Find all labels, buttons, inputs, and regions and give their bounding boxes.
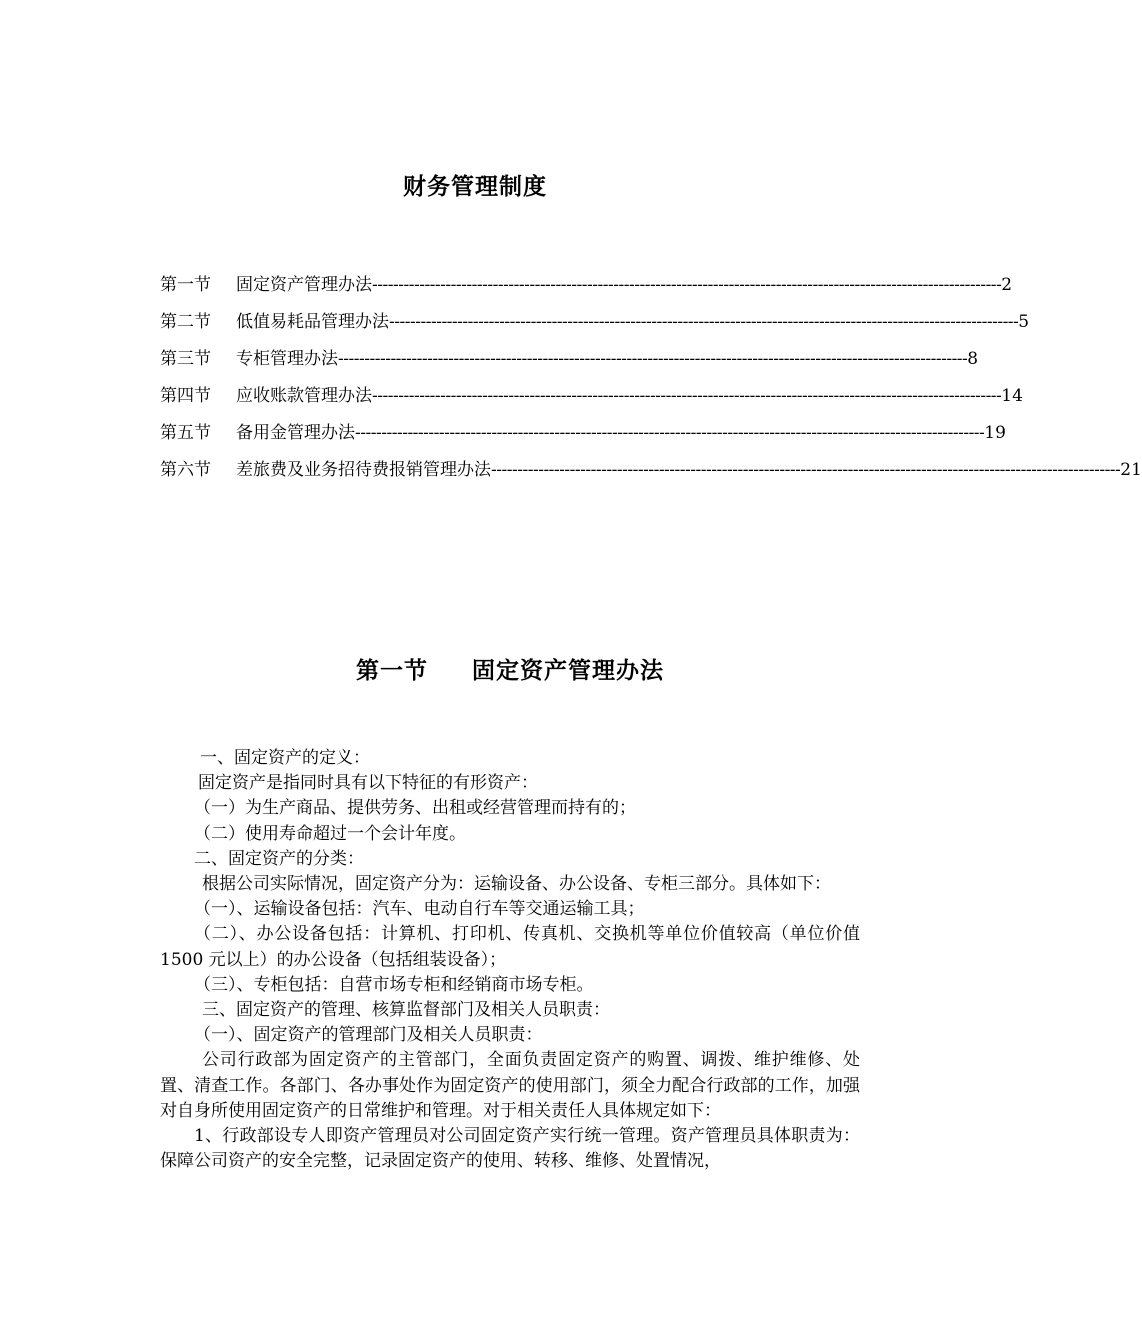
paragraph: 一、固定资产的定义： <box>200 748 370 768</box>
paragraph: （三）、专柜包括：自营市场专柜和经销商市场专柜。 <box>194 974 594 995</box>
toc-entry <box>160 418 1006 455</box>
section-title: 固定资产管理办法 <box>472 657 664 684</box>
section-number: 第一节 <box>356 657 428 684</box>
section-body <box>160 746 860 1174</box>
paragraph: 三、固定资产的管理、核算监督部门及相关人员职责： <box>202 1000 610 1021</box>
paragraph: 固定资产是指同时具有以下特征的有形资产： <box>198 773 538 794</box>
paragraph: （二）使用寿命超过一个会计年度。 <box>194 823 466 844</box>
toc-section-number: 第二节 <box>160 312 211 332</box>
toc-leader: ------------------------------------------------------------------------------------------------------------------------ <box>491 460 1121 480</box>
toc-page-number: 21 <box>1120 460 1142 480</box>
paragraph: （一）为生产商品、提供劳务、出租或经营管理而持有的； <box>194 798 636 819</box>
section-heading <box>0 652 1020 685</box>
toc-entry <box>160 455 1142 492</box>
toc-section-number: 第五节 <box>160 423 211 443</box>
toc-page-number: 19 <box>984 423 1006 443</box>
toc-section-number: 第六节 <box>160 460 211 480</box>
toc-entry <box>160 307 1030 344</box>
toc-section-title: 差旅费及业务招待费报销管理办法 <box>236 460 491 480</box>
toc-section-title: 专柜管理办法 <box>236 349 338 369</box>
paragraph: （一）、运输设备包括：汽车、电动自行车等交通运输工具； <box>194 899 645 920</box>
toc-entry <box>160 381 1023 418</box>
toc-page-number: 5 <box>1018 312 1030 332</box>
toc-leader: ------------------------------------------------------------------------------------------------------------------------ <box>372 275 1002 295</box>
toc-section-title: 应收账款管理办法 <box>236 386 372 406</box>
toc-section-number: 第三节 <box>160 349 211 369</box>
paragraph: （一）、固定资产的管理部门及相关人员职责： <box>194 1025 543 1046</box>
document-title: 财务管理制度 <box>403 173 547 200</box>
toc-page-number: 8 <box>967 349 979 369</box>
toc-page-number: 14 <box>1001 386 1023 406</box>
toc-section-number: 第四节 <box>160 386 211 406</box>
toc-page-number: 2 <box>1001 275 1013 295</box>
toc-entry <box>160 344 979 381</box>
toc-entry <box>160 270 1013 307</box>
toc-section-title: 备用金管理办法 <box>236 423 355 443</box>
toc-leader: ------------------------------------------------------------------------------------------------------------------------ <box>338 349 968 369</box>
toc-section-number: 第一节 <box>160 275 211 295</box>
paragraph: 二、固定资产的分类： <box>194 848 364 869</box>
toc-leader: ------------------------------------------------------------------------------------------------------------------------ <box>389 312 1019 332</box>
toc-leader: ------------------------------------------------------------------------------------------------------------------------ <box>355 423 985 443</box>
table-of-contents <box>160 270 1142 492</box>
toc-section-title: 低值易耗品管理办法 <box>236 312 389 332</box>
paragraph: （二）、办公设备包括：计算机、打印机、传真机、交换机等单位价值较高（单位价值 1500 元以上）的办公设备（包括组装设备）； <box>160 924 860 970</box>
paragraph: 1、行政部设专人即资产管理员对公司固定资产实行统一管理。资产管理员具体职责为：保障公司资产的安全完整，记录固定资产的使用、转移、维修、处置情况， <box>160 1126 860 1172</box>
toc-leader: ------------------------------------------------------------------------------------------------------------------------ <box>372 386 1002 406</box>
paragraph: 根据公司实际情况，固定资产分为：运输设备、办公设备、专柜三部分。具体如下： <box>202 874 831 895</box>
toc-section-title: 固定资产管理办法 <box>236 275 372 295</box>
paragraph: 公司行政部为固定资产的主管部门，全面负责固定资产的购置、调拨、维护维修、处置、清查工作。各部门、各办事处作为固定资产的使用部门，须全力配合行政部的工作，加强对自身所使用固定资产的日常维护和管理。对于相关责任人具体规定如下： <box>160 1050 860 1121</box>
